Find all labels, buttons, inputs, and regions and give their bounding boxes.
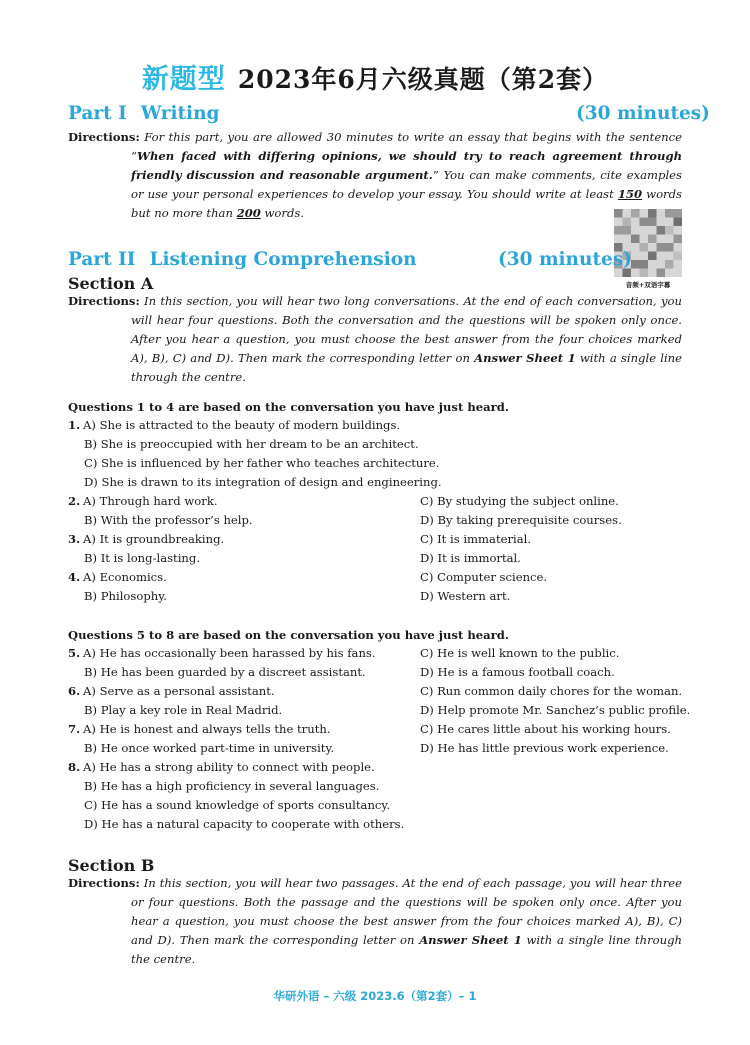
q3-option-c: C) It is immaterial. [420,532,532,546]
q8-number: 8. [68,760,81,774]
q4-option-b: B) Philosophy. [84,589,167,603]
q6-option-a: 6. A) Serve as a personal assistant. [68,682,275,701]
q3-option-d: D) It is immortal. [420,551,521,565]
exam-title: 2023年6月六级真题（第2套） [237,65,609,94]
q8-option-b: B) He has a high proficiency in several languages. [84,779,380,793]
q4-option-c: C) Computer science. [420,570,548,584]
q6-option-b: B) Play a key role in Real Madrid. [84,703,283,717]
q3-number: 3. [68,532,81,546]
answer-sheet-ref: Answer Sheet 1 [419,933,522,947]
q2-option-a: 2. A) Through hard work. [68,492,218,511]
q2-option-d: D) By taking prerequisite courses. [420,513,622,527]
q7-option-c: C) He cares little about his working hours. [420,722,671,736]
q1-option-b: B) She is preoccupied with her dream to be an architect. [84,437,419,451]
q7-number: 7. [68,722,81,736]
brand-label: 新题型 [141,64,226,95]
q5-number: 5. [68,646,81,660]
directions-label: Directions: [68,294,140,308]
q7-option-a: 7. A) He is honest and always tells the truth. [68,720,331,739]
part1-time: (30 minutes) [576,103,710,124]
part2-time: (30 minutes) [498,249,632,270]
q8-option-d: D) He has a natural capacity to cooperate with others. [84,817,405,831]
q2-number: 2. [68,494,81,508]
q1-number: 1. [68,418,81,432]
part2-heading [68,249,417,270]
q6-number: 6. [68,684,81,698]
q5-option-c: C) He is well known to the public. [420,646,620,660]
answer-sheet-ref: Answer Sheet 1 [474,351,576,365]
q2-option-c: C) By studying the subject online. [420,494,619,508]
q6-option-c: C) Run common daily chores for the woman. [420,684,683,698]
q5-option-d: D) He is a famous football coach. [420,665,615,679]
part2-number: Part II [68,249,136,270]
max-words: 200 [236,206,261,220]
q5-option-a: 5. A) He has occasionally been harassed by his fans. [68,644,376,663]
page-footer: 华研外语 – 六级 2023.6（第2套）– 1 [273,989,477,1003]
section-a-directions: Directions: In this section, you will hear two long conversations. At the end of each conversation, you will hear four questions. Both the conversation and the questions will be spoken only once. After you hear a question, you must choose the best answer from the four choices marked A), B), C) and D). Then mark the corresponding letter on Answer Sheet 1 with a single line through the centre. [68,294,683,384]
q4-number: 4. [68,570,81,584]
essay-prompt: When faced with differing opinions, we should try to reach agreement through friendly discussion and reasonable argument. [131,149,682,182]
part1-heading [68,103,219,124]
q7-option-d: D) He has little previous work experience. [420,741,669,755]
min-words: 150 [617,187,643,201]
section-a-title: Section A [68,274,154,293]
q2-option-b: B) With the professor’s help. [84,513,253,527]
section-b-title: Section B [68,856,155,875]
q3-option-a: 3. A) It is groundbreaking. [68,530,224,549]
q4-option-a: 4. A) Economics. [68,568,167,587]
qr-caption: 音频+双语字幕 [625,281,671,289]
directions-label: Directions: [68,130,140,144]
q6-option-d: D) Help promote Mr. Sanchez’s public profile. [420,703,691,717]
q7-option-b: B) He once worked part-time in university. [84,741,335,755]
part1-name: Writing [140,103,220,124]
q1-option-d: D) She is drawn to its integration of design and engineering. [84,475,442,489]
q3-option-b: B) It is long-lasting. [84,551,200,565]
group1-header: Questions 1 to 4 are based on the conversation you have just heard. [68,400,509,414]
q4-option-d: D) Western art. [420,589,511,603]
q1-option-a: 1. A) She is attracted to the beauty of modern buildings. [68,416,400,435]
part1-number: Part I [68,103,127,124]
q1-option-c: C) She is influenced by her father who teaches architecture. [84,456,440,470]
page-title [0,57,750,96]
directions-text: For this part, you are allowed 30 minutes to write an essay that begins with the sentence [144,130,682,144]
section-b-directions: Directions: In this section, you will hear two passages. At the end of each passage, you will hear three or four questions. Both the passage and the questions will be spoken only once. After you hear a question, you must choose the best answer from the four choices marked A), B), C) and D). Then mark the corresponding letter on Answer Sheet 1 with a single line through the centre. [68,876,683,966]
q8-option-a: 8. A) He has a strong ability to connect with people. [68,758,375,777]
q8-option-c: C) He has a sound knowledge of sports consultancy. [84,798,391,812]
directions-label: Directions: [68,876,140,890]
q5-option-b: B) He has been guarded by a discreet assistant. [84,665,366,679]
part2-name: Listening Comprehension [149,249,417,270]
part1-directions: Directions: For this part, you are allowed 30 minutes to write an essay that begins with the sentence “When faced with differing opinions, we should try to reach agreement through friendly discussion and reasonable argument.” You can make comments, cite examples or use your personal experiences to develop your essay. You should write at least 150 words but no more than 200 words. [68,130,682,220]
group2-header: Questions 5 to 8 are based on the conversation you have just heard. [68,628,509,642]
